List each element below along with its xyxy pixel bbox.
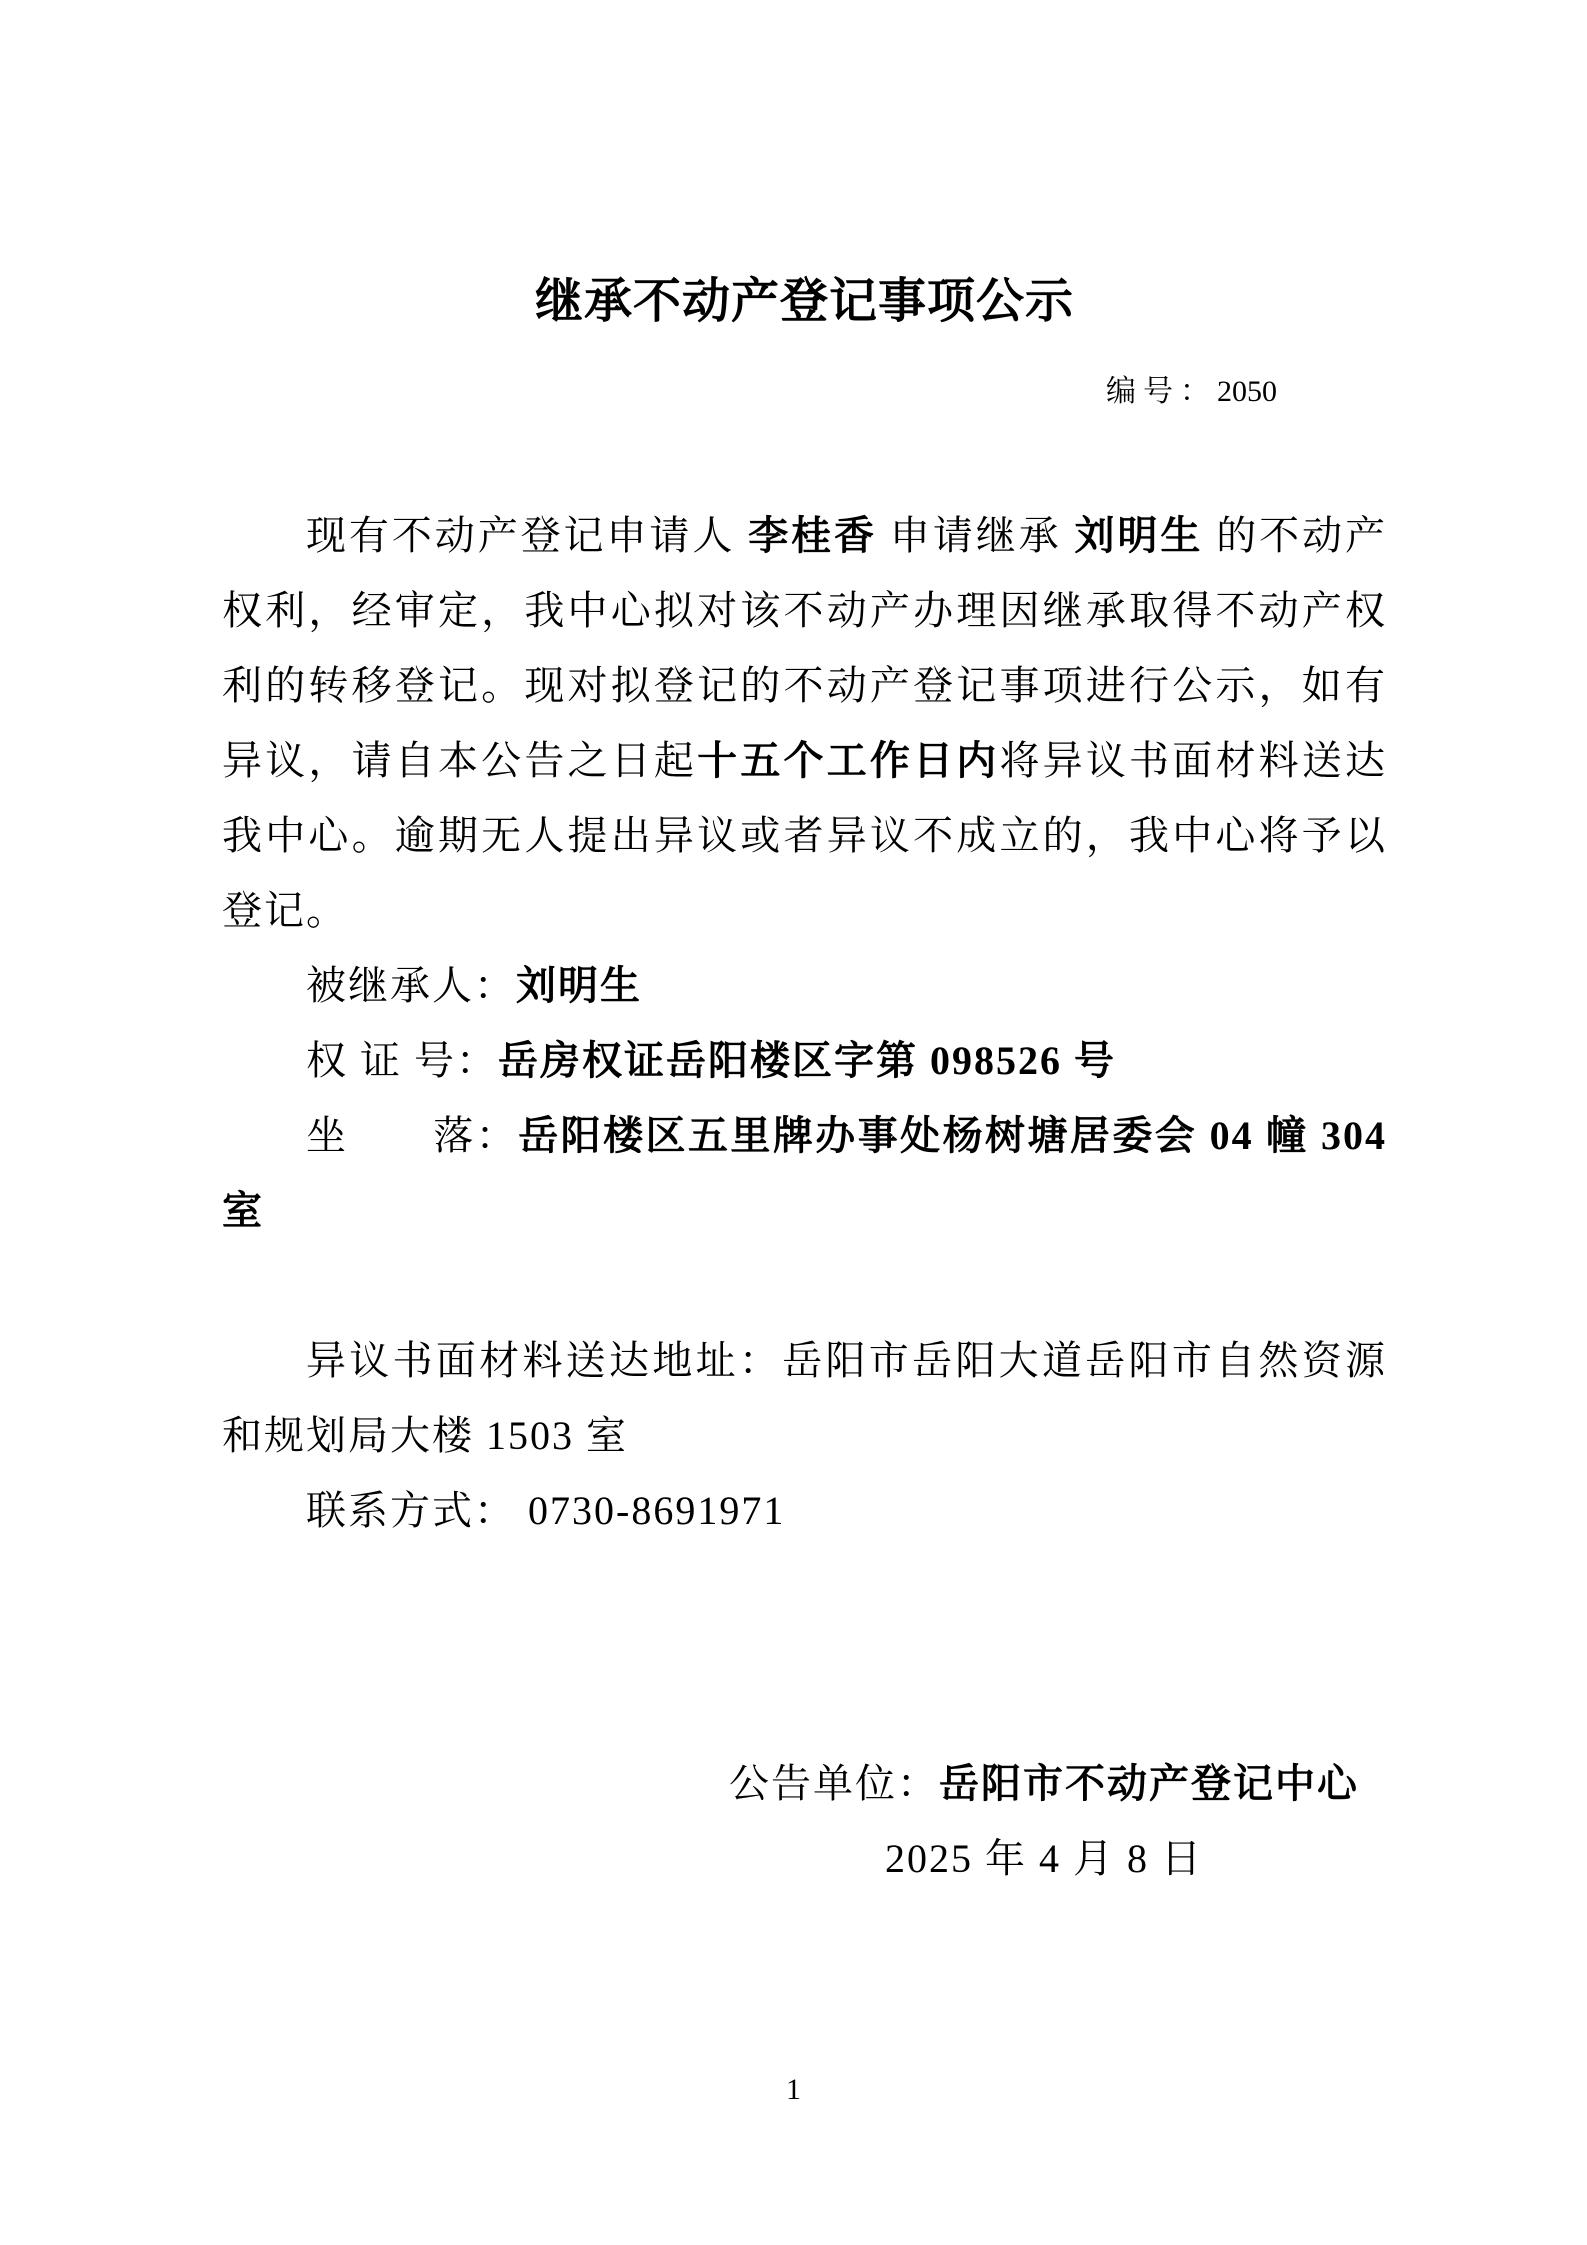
item-location (222, 1098, 1387, 1248)
text-run: 李桂香 (748, 513, 877, 558)
text-run: 刘明生 (1074, 513, 1204, 558)
objection-address-line: 异议书面材料送达地址：岳阳市岳阳大道岳阳市自然资源和规划局大楼 1503 室 (222, 1338, 1387, 1458)
text-run: 坐 落： (306, 1113, 519, 1158)
text-run: 申请继承 (876, 513, 1075, 558)
footer-block (729, 1746, 1359, 1896)
text-run: 刘明生 (516, 963, 642, 1008)
text-run: 现有不动产登记申请人 (306, 513, 749, 558)
text-run: 十五个工作日内 (697, 738, 1000, 783)
main-paragraph (222, 498, 1387, 948)
page-number: 1 (786, 2073, 801, 2106)
doc-number-label: 编号： (1106, 375, 1217, 408)
doc-number-line (222, 374, 1387, 410)
doc-number-value: 2050 (1217, 375, 1277, 408)
page-title: 继承不动产登记事项公示 (534, 275, 1074, 328)
text-run: 将异议书面材料送达我中心。逾期无人提出异议或者异议不成立的，我中心将予以登记。 (222, 738, 1388, 933)
text-run: 岳阳市不动产登记中心 (939, 1761, 1359, 1806)
announcement-date: 2025 年 4 月 8 日 (885, 1836, 1203, 1881)
announcing-unit-line (729, 1746, 1359, 1821)
text-run: 权 证 号： (306, 1038, 498, 1083)
text-run: 岳阳楼区五里牌办事处杨树塘居委会 04 幢 304 室 (222, 1113, 1388, 1233)
item-certificate-number (222, 1023, 1387, 1098)
contact-line: 联系方式： 0730-8691971 (306, 1488, 786, 1533)
text-run: 的不动产权利，经审定，我中心拟对该不动产办理因继承取得不动产权利的转移登记。现对拟登记的不动产登记事项进行公示，如有异议，请自本公告之日起 (222, 513, 1388, 783)
text-run: 岳房权证岳阳楼区字第 098526 号 (498, 1038, 1116, 1083)
item-decedent (222, 948, 1387, 1023)
text-run: 被继承人： (306, 963, 516, 1008)
text-run: 公告单位： (729, 1761, 939, 1806)
document-body (222, 498, 1387, 1896)
